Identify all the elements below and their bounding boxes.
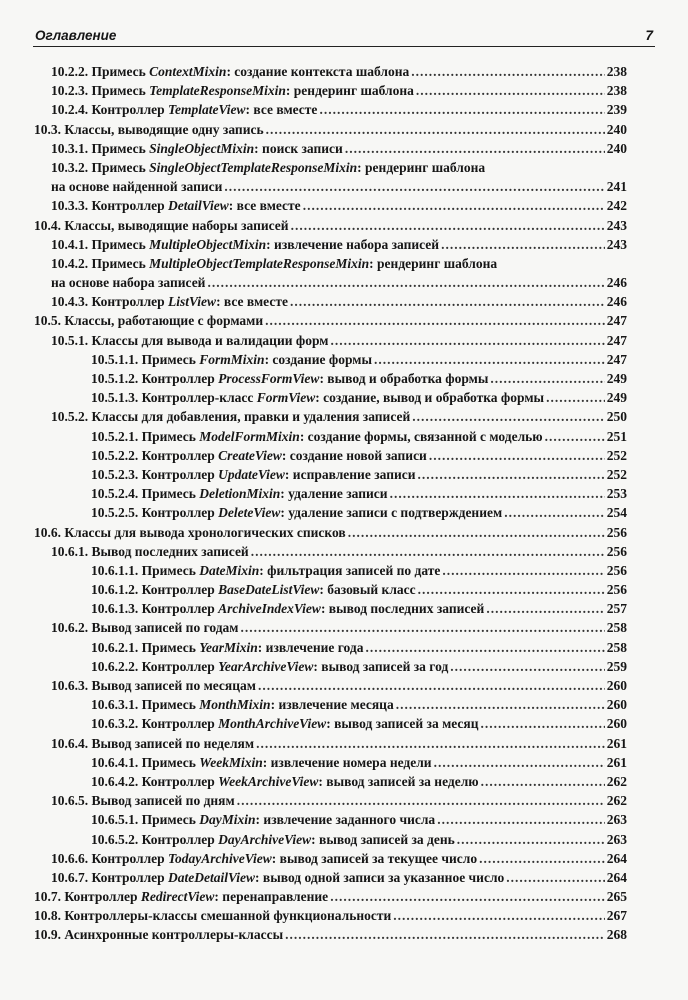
toc-entry-title [34,925,283,944]
dot-leader [266,120,605,139]
toc-entry-prefix: 10.6.4.1. Примесь [91,754,200,770]
toc-entry-prefix: 10.2.4. Контроллер [51,102,169,118]
toc-entry-page-number: 262 [606,773,627,789]
toc-entry-title [91,369,488,388]
toc-entry-page-number: 238 [606,64,627,79]
toc-entry-suffix: : перенаправление [214,889,329,905]
toc-entry-page-number: 260 [606,697,627,713]
toc-entry-prefix: 10.4.1. Примесь [51,236,150,252]
toc-entry[interactable] [0,369,688,388]
toc-entry-page-number: 257 [606,601,627,617]
toc-entry-class-name: SingleObjectMixin [149,140,255,156]
toc-entry-title [91,695,394,714]
toc-entry-title [91,503,502,522]
toc-entry-class-name: ContextMixin [149,64,227,79]
dot-leader [224,177,604,196]
dot-leader [291,216,605,235]
toc-entry-page-number: 246 [606,294,627,310]
table-of-contents [0,62,688,945]
toc-entry-page-number: 259 [606,658,627,674]
toc-entry-page-number: 249 [606,371,627,387]
toc-entry-class-name: FormView [256,390,316,406]
toc-entry-suffix: : вывод и обработка формы [319,371,489,387]
toc-entry-page-number: 247 [606,351,627,367]
toc-entry-title [51,676,256,695]
toc-entry-prefix: 10.5.2.1. Примесь [91,428,200,444]
toc-entry-class-name: SingleObjectTemplateResponseMixin [149,159,358,175]
toc-entry-prefix: 10.6.7. Контроллер [51,869,169,885]
toc-entry-prefix: 10.6.3.2. Контроллер [91,716,219,732]
dot-leader [290,292,605,311]
dot-leader [450,657,604,676]
toc-entry-page-number: 258 [606,639,627,655]
toc-entry-page-number: 252 [606,466,627,482]
toc-entry-page-number: 265 [606,889,627,905]
dot-leader [418,465,605,484]
toc-entry-prefix: 10.6.1.2. Контроллер [91,582,219,598]
toc-entry[interactable] [0,580,688,599]
toc-entry[interactable] [0,216,688,235]
toc-entry-title [34,216,289,235]
toc-entry-prefix: 10.5.2.4. Примесь [91,486,200,502]
toc-entry-suffix: : создание формы [264,351,372,367]
toc-entry-suffix: : рендеринг шаблона [285,83,414,99]
dot-leader [441,235,605,254]
toc-entry-page-number: 243 [606,236,627,252]
toc-entry-suffix: : все вместе [245,102,318,118]
toc-entry-suffix: : вывод записей за год [313,658,449,674]
toc-entry-title [51,81,414,100]
toc-entry-prefix: 10.6.1. Вывод последних записей [51,543,249,559]
dot-leader [237,791,605,810]
toc-entry-class-name: BaseDateListView [218,582,320,598]
toc-entry-suffix: : исправление записи [284,466,416,482]
toc-entry-prefix: 10.6.3.1. Примесь [91,697,200,713]
toc-entry-class-name: ModelFormMixin [199,428,300,444]
toc-entry[interactable] [0,311,688,330]
toc-entry-title [91,714,479,733]
toc-entry-title [51,849,477,868]
dot-leader [416,81,605,100]
dot-leader [365,638,604,657]
toc-entry-title [91,810,435,829]
toc-entry-prefix: 10.3. Классы, выводящие одну запись [34,121,264,137]
toc-entry-prefix: 10.4.2. Примесь [51,255,150,271]
toc-entry-title [51,139,343,158]
toc-entry-page-number: 254 [606,505,627,521]
toc-entry-suffix: : извлечение заданного числа [255,812,436,828]
toc-entry-page-number: 247 [606,313,627,329]
toc-entry-page-number: 262 [606,793,627,809]
toc-entry[interactable] [0,561,688,580]
toc-entry-title [51,100,317,119]
toc-entry-class-name: DayMixin [199,812,256,828]
toc-entry-class-name: DateMixin [199,562,260,578]
toc-entry-prefix: 10.2.3. Примесь [51,83,150,99]
toc-entry[interactable] [0,753,688,772]
dot-leader [442,561,604,580]
toc-entry-prefix: 10.6.2.1. Примесь [91,639,200,655]
toc-entry-prefix: 10.6.2. Вывод записей по годам [51,620,239,636]
toc-entry-class-name: YearMixin [199,639,258,655]
toc-entry-prefix: 10.6.4.2. Контроллер [91,773,219,789]
dot-leader [411,62,604,81]
toc-entry[interactable] [0,734,688,753]
dot-leader [251,542,605,561]
toc-entry[interactable] [0,427,688,446]
toc-entry-prefix: 10.5.2.3. Контроллер [91,466,219,482]
toc-entry-prefix: 10.2.2. Примесь [51,64,150,79]
toc-entry[interactable] [0,638,688,657]
toc-entry-prefix: 10.6.4. Вывод записей по неделям [51,735,255,751]
dot-leader [330,887,605,906]
dot-leader [429,446,605,465]
toc-entry-title [51,407,410,426]
toc-entry-title-continuation: на основе набора записей [51,275,206,291]
toc-entry-prefix: 10.7. Контроллер [34,889,141,905]
dot-leader [390,484,605,503]
dot-leader [256,734,605,753]
toc-entry-suffix: : создание новой записи [281,447,427,463]
toc-entry-page-number: 247 [606,332,627,348]
toc-entry-prefix: 10.5.1. Классы для вывода и валидации форм [51,332,329,348]
dot-leader [241,618,605,637]
toc-entry-suffix: : вывод записей за текущее число [271,850,478,866]
toc-entry-class-name: CreateView [218,447,282,463]
toc-entry-title [91,657,448,676]
toc-entry[interactable] [0,714,688,733]
toc-entry-prefix: 10.8. Контроллеры-классы смешанной функциональности [34,908,392,924]
dot-leader [457,830,605,849]
toc-entry-suffix: : вывод одной записи за указанное число [255,869,505,885]
toc-entry-title [91,830,455,849]
toc-entry-page-number: 256 [606,582,627,598]
toc-entry-prefix: 10.9. Асинхронные контроллеры-классы [34,927,284,943]
toc-entry-prefix: 10.5.2. Классы для добавления, правки и удаления записей [51,409,411,425]
toc-entry-class-name: DetailView [168,198,229,214]
dot-leader [546,388,605,407]
toc-entry-page-number: 249 [606,390,627,406]
toc-entry-page-number: 246 [606,275,627,291]
toc-entry-suffix: : фильтрация записей по дате [259,562,441,578]
toc-entry[interactable] [0,830,688,849]
toc-entry[interactable] [0,523,688,542]
toc-entry-class-name: DeleteView [218,505,281,521]
toc-entry-page-number: 240 [606,121,627,137]
toc-entry[interactable] [0,791,688,810]
toc-entry[interactable] [0,100,688,119]
toc-entry-page-number: 240 [606,140,627,156]
toc-entry-class-name: ArchiveIndexView [218,601,321,617]
toc-entry-prefix: 10.3.1. Примесь [51,140,150,156]
toc-entry-page-number: 243 [606,217,627,233]
toc-entry[interactable] [0,120,688,139]
toc-entry-prefix: 10.3.2. Примесь [51,159,150,175]
dot-leader [437,810,605,829]
dot-leader [434,753,605,772]
toc-entry-page-number: 267 [606,908,627,924]
toc-entry-page-number: 263 [606,831,627,847]
toc-entry-prefix: 10.4.3. Контроллер [51,294,169,310]
dot-leader [285,925,605,944]
dot-leader [319,100,604,119]
toc-entry-suffix: : все вместе [228,198,301,214]
dot-leader [303,196,605,215]
toc-entry[interactable] [0,350,688,369]
dot-leader [393,906,604,925]
toc-entry-title [91,638,363,657]
dot-leader [481,772,605,791]
toc-entry[interactable] [0,407,688,426]
toc-entry-title [51,542,249,561]
toc-entry[interactable] [0,849,688,868]
toc-entry-class-name: TemplateView [168,102,246,118]
toc-entry-prefix: 10.6.5. Вывод записей по дням [51,793,235,809]
toc-entry-page-number: 256 [606,543,627,559]
toc-entry[interactable] [0,925,688,944]
toc-entry-class-name: DateDetailView [168,869,256,885]
toc-entry-prefix: 10.6.5.1. Примесь [91,812,200,828]
dot-leader [479,849,605,868]
toc-entry-class-name: MonthMixin [199,697,271,713]
toc-entry-title [34,120,264,139]
dot-leader [490,369,604,388]
toc-entry-title [51,62,409,81]
toc-entry-suffix: : все вместе [216,294,288,310]
toc-entry-suffix: : создание, вывод и обработка формы [315,390,545,406]
toc-entry-page-number: 264 [606,850,627,866]
toc-entry[interactable] [0,254,688,292]
toc-entry-page-number: 242 [606,198,627,214]
toc-entry-prefix: 10.6.5.2. Контроллер [91,831,219,847]
toc-entry-page-number: 258 [606,620,627,636]
toc-entry-prefix: 10.5.1.1. Примесь [91,351,200,367]
toc-entry[interactable] [0,235,688,254]
toc-entry-page-number: 256 [606,524,627,540]
toc-entry-page-number: 253 [606,486,627,502]
toc-entry-class-name: TemplateResponseMixin [149,83,286,99]
toc-entry-class-name: DayArchiveView [218,831,312,847]
toc-entry-title [51,235,439,254]
toc-entry-title [51,734,254,753]
toc-entry-prefix: 10.6.1.1. Примесь [91,562,200,578]
dot-leader [330,331,604,350]
toc-entry-title [34,311,263,330]
toc-entry[interactable] [0,868,688,887]
toc-entry-title [91,753,432,772]
toc-entry[interactable] [0,196,688,215]
toc-entry-class-name: TodayArchiveView [168,850,272,866]
dot-leader [396,695,605,714]
toc-entry-suffix: : поиск записи [254,140,343,156]
dot-leader [374,350,605,369]
dot-leader [545,427,605,446]
toc-entry-class-name: RedirectView [140,889,215,905]
dot-leader [207,273,604,292]
toc-entry-title-continuation: на основе найденной записи [51,179,223,195]
toc-entry[interactable] [0,695,688,714]
toc-entry-suffix: : рендеринг шаблона [357,159,486,175]
toc-entry-suffix: : вывод записей за неделю [318,773,479,789]
toc-entry-class-name: MultipleObjectTemplateResponseMixin [149,255,370,271]
toc-entry[interactable] [0,292,688,311]
toc-entry[interactable] [0,542,688,561]
toc-entry-page-number: 238 [606,83,627,99]
header-title: Оглавление [35,28,117,43]
toc-entry[interactable] [0,446,688,465]
toc-entry-title [91,427,543,446]
toc-entry-prefix: 10.6.3. Вывод записей по месяцам [51,678,256,694]
toc-entry-page-number: 261 [606,754,627,770]
toc-entry[interactable] [0,158,688,196]
toc-entry-class-name: WeekMixin [199,754,263,770]
toc-entry-prefix: 10.3.3. Контроллер [51,198,169,214]
toc-entry-prefix: 10.6. Классы для вывода хронологических списков [34,524,346,540]
dot-leader [506,868,604,887]
toc-entry[interactable] [0,599,688,618]
dot-leader [258,676,605,695]
toc-entry-prefix: 10.5.2.2. Контроллер [91,447,219,463]
toc-entry-page-number: 264 [606,869,627,885]
toc-entry-page-number: 241 [606,179,627,195]
toc-entry-page-number: 263 [606,812,627,828]
toc-entry[interactable] [0,503,688,522]
toc-entry-suffix: : удаление записи с подтверждением [280,505,503,521]
toc-entry-suffix: : удаление записи [280,486,388,502]
toc-entry[interactable] [0,139,688,158]
toc-entry-prefix: 10.5.1.2. Контроллер [91,371,219,387]
toc-entry-prefix: 10.5.2.5. Контроллер [91,505,219,521]
toc-entry-class-name: UpdateView [218,466,285,482]
toc-entry-prefix: 10.4. Классы, выводящие наборы записей [34,217,289,233]
running-header [33,24,655,47]
toc-entry-title [91,350,372,369]
toc-entry-title [51,331,328,350]
toc-entry-title [91,561,440,580]
dot-leader [345,139,605,158]
toc-entry-title [91,580,416,599]
toc-entry[interactable] [0,657,688,676]
toc-entry[interactable] [0,388,688,407]
toc-entry-page-number: 252 [606,447,627,463]
toc-entry-page-number: 261 [606,735,627,751]
toc-entry-title [51,292,288,311]
toc-entry-suffix: : создание контекста шаблона [226,64,410,79]
toc-entry-suffix: : вывод последних записей [320,601,485,617]
toc-entry[interactable] [0,772,688,791]
toc-entry-class-name: MonthArchiveView [218,716,327,732]
toc-entry-suffix: : извлечение года [257,639,364,655]
toc-entry-suffix: : извлечение номера недели [262,754,432,770]
dot-leader [504,503,605,522]
toc-entry-title [51,160,485,175]
toc-entry-class-name: WeekArchiveView [218,773,319,789]
toc-entry-class-name: ProcessFormView [218,371,320,387]
toc-entry[interactable] [0,465,688,484]
toc-entry[interactable] [0,484,688,503]
toc-entry-prefix: 10.5. Классы, работающие с формами [34,313,264,329]
toc-entry-class-name: DeletionMixin [199,486,281,502]
toc-entry-suffix: : создание формы, связанной с моделью [299,428,543,444]
toc-entry-class-name: YearArchiveView [218,658,314,674]
toc-entry-title [91,599,484,618]
toc-entry-title [34,906,391,925]
toc-entry[interactable] [0,62,688,81]
toc-entry-title [51,196,301,215]
toc-entry-page-number: 260 [606,678,627,694]
toc-entry-class-name: ListView [168,294,217,310]
toc-entry-page-number: 250 [606,409,627,425]
toc-entry-title [51,618,239,637]
toc-entry-title [91,465,416,484]
toc-entry-prefix: 10.5.1.3. Контроллер-класс [91,390,257,406]
toc-entry[interactable] [0,906,688,925]
toc-entry-prefix: 10.6.6. Контроллер [51,850,169,866]
dot-leader [348,523,605,542]
dot-leader [412,407,604,426]
toc-entry[interactable] [0,810,688,829]
toc-entry[interactable] [0,887,688,906]
toc-entry-title [34,887,328,906]
toc-entry-suffix: : извлечение месяца [270,697,394,713]
toc-entry-page-number: 260 [606,716,627,732]
toc-entry[interactable] [0,618,688,637]
toc-entry-prefix: 10.6.2.2. Контроллер [91,658,219,674]
toc-entry-title [91,388,544,407]
toc-entry-title [34,523,346,542]
dot-leader [418,580,605,599]
toc-entry-title [51,791,235,810]
header-page-number: 7 [645,28,653,43]
toc-entry-title [91,772,479,791]
toc-entry-page-number: 268 [606,927,627,943]
toc-entry-page-number: 239 [606,102,627,118]
toc-entry-class-name: FormMixin [199,351,265,367]
toc-entry-title [91,446,427,465]
toc-entry-class-name: MultipleObjectMixin [149,236,267,252]
toc-entry-title [51,868,504,887]
toc-entry-suffix: : извлечение набора записей [266,236,440,252]
toc-entry-page-number: 251 [606,428,627,444]
toc-entry-suffix: : вывод записей за день [311,831,455,847]
toc-entry-suffix: : вывод записей за месяц [326,716,479,732]
toc-entry[interactable] [0,676,688,695]
toc-entry-suffix: : рендеринг шаблона [369,255,498,271]
toc-entry-page-number: 256 [606,562,627,578]
toc-entry-title [91,484,388,503]
toc-entry[interactable] [0,331,688,350]
dot-leader [265,311,605,330]
toc-entry[interactable] [0,81,688,100]
dot-leader [486,599,604,618]
toc-entry-title [51,256,497,271]
dot-leader [481,714,605,733]
toc-entry-suffix: : базовый класс [319,582,416,598]
toc-entry-prefix: 10.6.1.3. Контроллер [91,601,219,617]
